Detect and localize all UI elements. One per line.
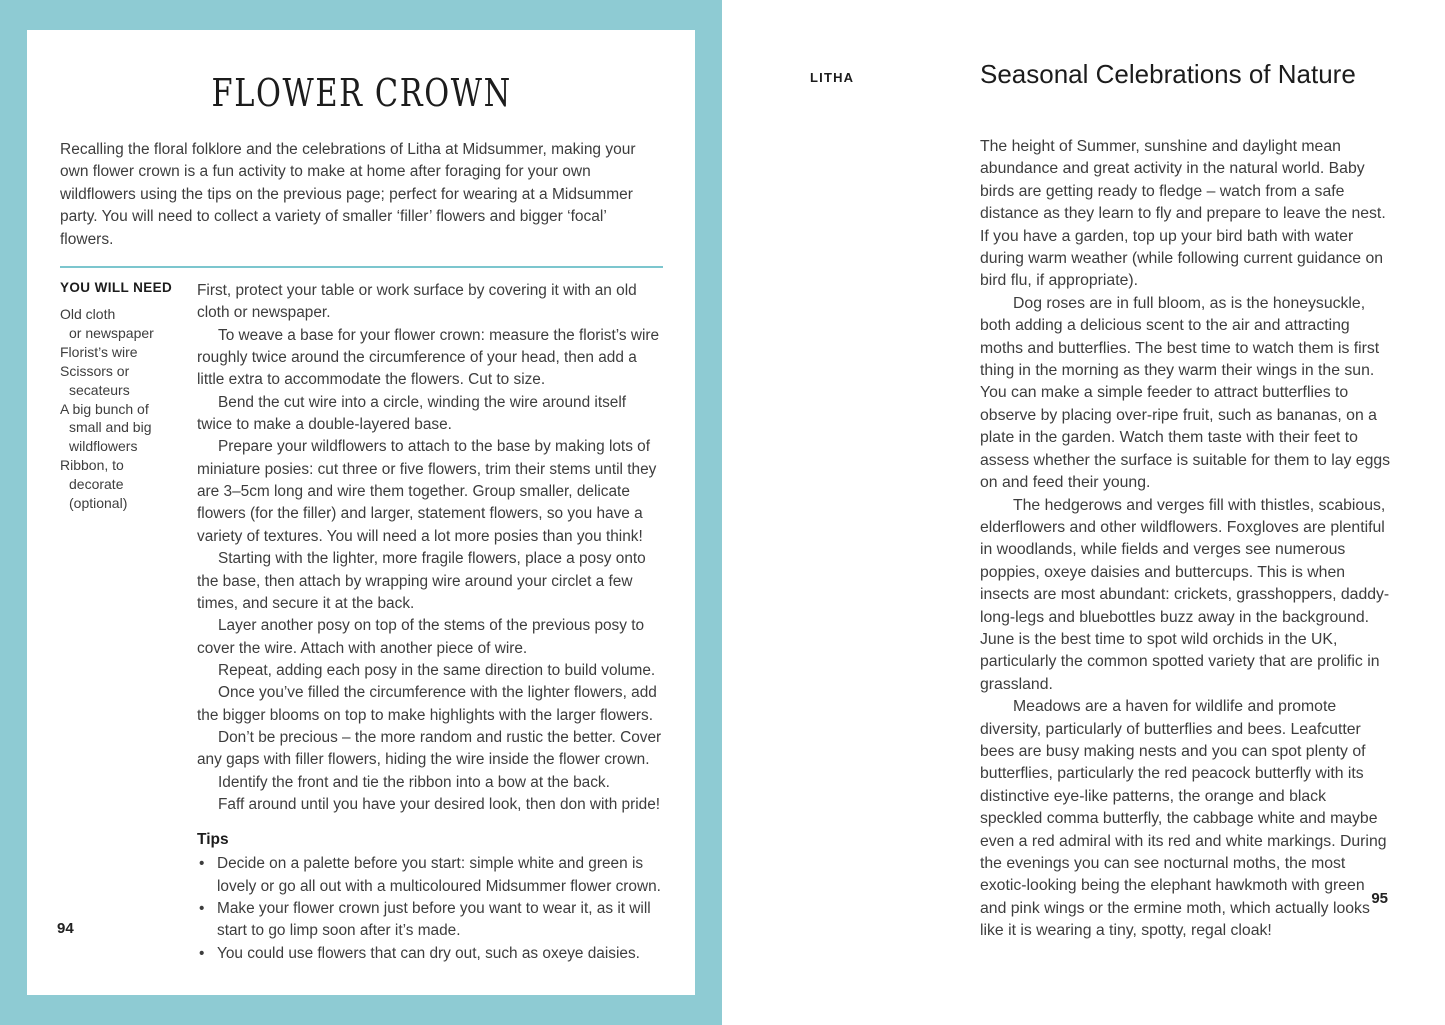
right-page [722,0,1445,1025]
materials-item: Florist’s wire [60,343,138,360]
materials-item: A big bunch of small and big wildflowers [60,400,152,455]
body-paragraph: Meadows are a haven for wildlife and promote diversity, particularly of butterflies and bees. Leafcutter bees are busy making nests and you can spot plenty of butterflies, particularly the red peacock butterfly with its distinctive eye-like patterns, the orange and black speckled comma butterfly, the cabbage white and maybe even a red admiral with its red and white markings. During the evenings you can see nocturnal moths, the most exotic-looking being the elephant hawkmoth with green and pink wings or the ermine moth, which actually looks like it is wearing a tiny, spotty, regal cloak! [980,698,1387,940]
you-will-need-list [60,305,185,513]
you-will-need-section [60,280,185,965]
divider-rule [60,266,663,268]
content-columns [60,280,663,965]
page-number-left: 94 [57,920,74,937]
instruction-paragraph: First, protect your table or work surface by covering it with an old cloth or newspaper. [197,282,637,322]
tips-list [197,853,663,965]
chapter-kicker: LITHA [810,70,855,85]
tip-item: • Make your flower crown just before you want to wear it, as it will start to go limp soon after it’s made. [197,898,663,943]
materials-item: Old cloth or newspaper [60,306,154,341]
instruction-paragraph: Bend the cut wire into a circle, winding the wire around itself twice to make a double-layered base. [197,393,627,434]
instruction-paragraph: Don’t be precious – the more random and rustic the better. Cover any gaps with filler flowers, hiding the wire inside the flower crown. [197,728,662,769]
left-page [27,30,695,995]
instructions-paragraphs [197,280,663,816]
instruction-paragraph: Faff around until you have your desired look, then don with pride! [218,795,661,813]
body-paragraph: The height of Summer, sunshine and daylight mean abundance and great activity in the natural world. Baby birds are getting ready to fledge – watch from a safe distance as they learn to fly and prepare to leave the nest. If you have a garden, top up your bird bath with water during warm weather (while following current guidance on bird flu, if appropriate). [980,138,1386,290]
instruction-paragraph: Repeat, adding each posy in the same direction to build volume. [218,661,656,679]
tip-item: • Decide on a palette before you start: simple white and green is lovely or go all out with a multicoloured Midsummer flower crown. [197,853,663,898]
instruction-paragraph: Layer another posy on top of the stems of the previous posy to cover the wire. Attach with another piece of wire. [197,617,645,657]
you-will-need-heading: YOU WILL NEED [60,280,173,296]
materials-item: Scissors or secateurs [60,362,130,398]
body-paragraph: The hedgerows and verges fill with thistles, scabious, elderflowers and other wildflowers. Foxgloves are plentiful in woodlands, while fields and verges see numerous poppies, oxeye daisies and buttercups. This is when insects are most abundant: crickets, grasshoppers, daddy-long-legs and bluebottles buzz away in the background. June is the best time to spot wild orchids in the UK, particularly the common spotted variety that are prolific in grassland. [980,496,1390,693]
page-title [60,71,663,115]
instruction-paragraph: Once you’ve filled the circumference with the lighter flowers, add the bigger blooms on top to make highlights with the larger flowers. [197,684,657,724]
page-title-text: FLOWER CROWN [211,71,512,115]
right-page-body [980,136,1392,943]
instructions-column [197,280,663,965]
instruction-paragraph: Prepare your wildflowers to attach to the base by making lots of miniature posies: cut three or five flowers, trim their stems until they are 3–5cm long and wire them together. Group smaller, delicate flowers (for the filler) and larger, statement flowers, so you have a variety of textures. You will need a lot more posies than you think! [197,438,657,545]
tips-heading: Tips [197,831,229,849]
right-page-title: Seasonal Celebrations of Nature [980,59,1356,89]
left-page-teal-border [0,0,722,1025]
instruction-paragraph: Identify the front and tie the ribbon into a bow at the back. [218,773,610,791]
instruction-paragraph: To weave a base for your flower crown: measure the florist’s wire roughly twice around the circumference of your head, then add a little extra to accommodate the flowers. Cut to size. [197,326,660,389]
body-paragraph: Dog roses are in full bloom, as is the honeysuckle, both adding a delicious scent to the air and attracting moths and butterflies. The best time to watch them is first thing in the morning as they warm their wings in the sun. You can make a simple feeder to attract butterflies to observe by placing over-ripe fruit, such as bananas, on a plate in the garden. Watch them taste with their feet to assess whether the surface is suitable for them to lay eggs on and feed their young. [980,294,1391,492]
instruction-paragraph: Starting with the lighter, more fragile flowers, place a posy onto the base, then attach by wrapping wire around your circlet a few times, and secure it at the back. [197,550,646,612]
intro-paragraph: Recalling the floral folklore and the celebrations of Litha at Midsummer, making your own flower crown is a fun activity to make at home after foraging for your own wildflowers using the tips on the previous page; perfect for wearing at a Midsummer party. You will need to collect a variety of smaller ‘filler’ flowers and bigger ‘focal’ flowers. [60,141,636,248]
materials-item: Ribbon, to decorate (optional) [60,457,128,512]
page-number-right: 95 [1371,890,1388,907]
tip-item: • You could use flowers that can dry out, such as oxeye daisies. [197,943,663,965]
